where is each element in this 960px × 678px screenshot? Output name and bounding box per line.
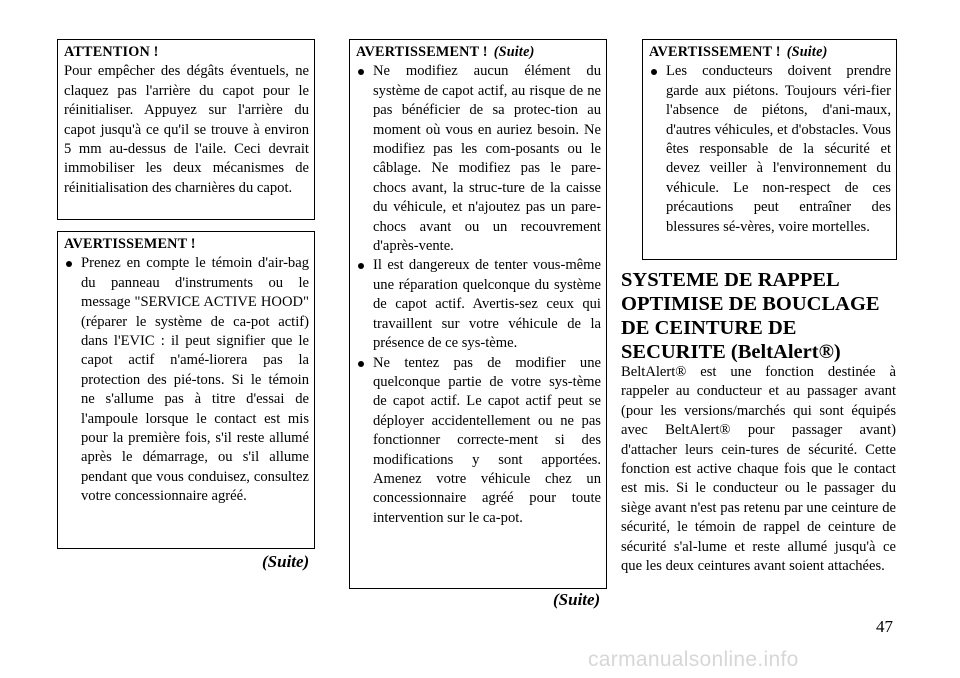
attention-text: Pour empêcher des dégâts éventuels, ne claquez pas l'arrière du capot pour le réinitialiser. Appuyez sur l'arrière du capot jusqu'à ce qu'il se trouve à environ 5 mm au-dessus de l'aile. Ceci devrait immobiliser les deux mécanismes de réinitialisation des charnières du capot. (64, 63, 309, 196)
warning-heading-2-text: AVERTISSEMENT ! (356, 44, 488, 60)
bullet-item: Ne modifiez aucun élément du système de capot actif, au risque de ne pas bénéficier de sa protec-tion au moment où vous en auriez besoin. Ne modifiez pas les com-posants ou le câblage. Ne modifiez pas le pare-chocs avant, la struc-ture de la caisse du véhicule, et n'ajoutez pas un pare-chocs avant ou un recouvrement d'après-vente. (356, 62, 601, 256)
watermark: carmanualsonline.info (588, 648, 799, 671)
warning-box-2 (349, 39, 607, 589)
warning-heading-3-text: AVERTISSEMENT ! (649, 44, 781, 60)
attention-box (57, 39, 315, 220)
suite-label-1: (Suite) (262, 552, 310, 571)
bullet-item: Prenez en compte le témoin d'air-bag du panneau d'instruments ou le message "SERVICE ACTIVE HOOD" (réparer le système de ca-pot actif) dans l'EVIC : il peut signifier que le capot actif n'amé-liorera pas la protection des pié-tons. Si le témoin ne s'allume pas à titre d'essai de l'ampoule lorsque le contact est mis pour la première fois, s'il reste allumé après le démarrage, ou s'il allume pendant que vous conduisez, consultez votre concessionnaire agréé. (64, 254, 309, 506)
warning-heading-2 (356, 43, 601, 62)
section-title: SYSTEME DE RAPPEL OPTIMISE DE BOUCLAGE DE CEINTURE DE SECURITE (BeltAlert®) (621, 269, 880, 363)
bullet-item: Il est dangereux de tenter vous-même une réparation quelconque du système de capot actif. Avertis-sez ceux qui travaillent sur votre véhicule de la présence de ce sys-tème. (356, 256, 601, 353)
warning-heading-1: AVERTISSEMENT ! (64, 236, 196, 252)
warning-heading-3 (649, 43, 891, 62)
bullet-item: Les conducteurs doivent prendre garde aux piétons. Toujours véri-fier l'absence de piétons, d'ani-maux, d'autres véhicules, et d'obstacles. Vous êtes responsable de la sécurité et devez veiller à l'environnement du véhicule. Le non-respect de ces précautions peut entraîner des blessures sé-vères, voire mortelles. (649, 62, 891, 237)
suite-label-2: (Suite) (553, 590, 601, 609)
bullet-item: Ne tentez pas de modifier une quelconque partie de votre sys-tème de capot actif. Le capot actif peut se déployer accidentellement ou ne pas fonctionner correcte-ment si des modifications y sont apportées. Amenez votre véhicule chez un concessionnaire agréé pour toute intervention sur le ca-pot. (356, 354, 601, 529)
heading-suite-2: (Suite) (493, 44, 535, 60)
warning-box-3 (642, 39, 897, 260)
warning-box-1 (57, 231, 315, 549)
section-body: BeltAlert® est une fonction destinée à rappeler au conducteur et au passager avant (pour les versions/marchés qui sont équipés avec BeltAlert® pour passager avant) d'attacher leurs cein-tures de sécurité. Cette fonction est active chaque fois que le contact est mis. Si le conducteur ou le passager du siège avant n'est pas retenu par une ceinture de sécurité, le témoin de rappel de ceinture de sécurité s'al-lume et reste allumé jusqu'à ce que les deux ceintures avant soient attachées. (621, 364, 896, 575)
heading-suite-3: (Suite) (786, 44, 828, 60)
warning-bullets-2 (356, 62, 601, 528)
warning-bullets-3 (649, 62, 891, 237)
attention-heading: ATTENTION ! (64, 44, 159, 60)
page-number: 47 (876, 617, 893, 636)
warning-bullets-1 (64, 254, 309, 506)
